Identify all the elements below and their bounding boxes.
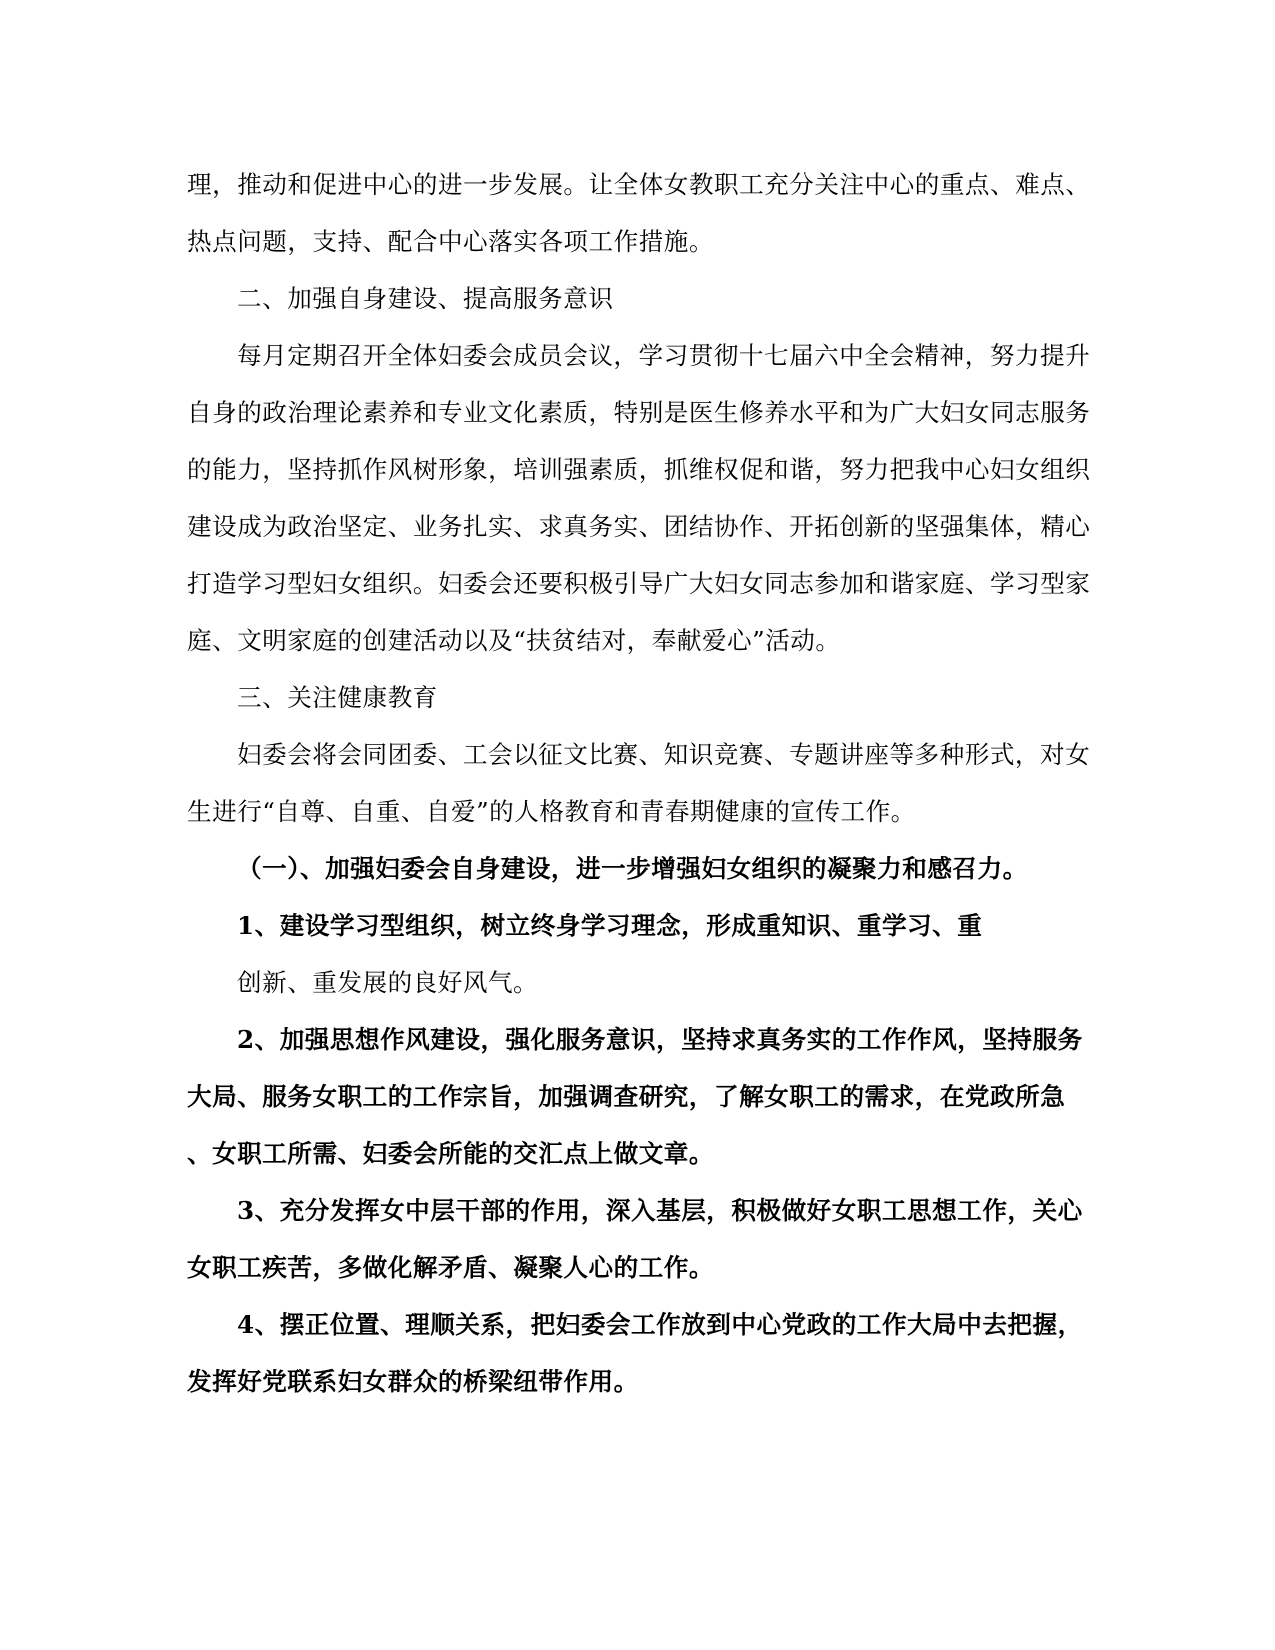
paragraph-line: 理，推动和促进中心的进一步发展。让全体女教职工充分关注中心的重点、难点、 <box>187 170 1091 199</box>
paragraph-line: 热点问题，支持、配合中心落实各项工作措施。 <box>187 227 714 256</box>
list-item-continuation: 女职工疾苦，多做化解矛盾、凝聚人心的工作。 <box>187 1253 714 1282</box>
paragraph-line: 打造学习型妇女组织。妇委会还要积极引导广大妇女同志参加和谐家庭、学习型家 <box>187 569 1091 598</box>
paragraph-line: 每月定期召开全体妇委会成员会议，学习贯彻十七届六中全会精神，努力提升 <box>237 341 1091 370</box>
list-item-continuation: 发挥好党联系妇女群众的桥梁纽带作用。 <box>187 1367 639 1396</box>
paragraph-line: 生进行“自尊、自重、自爱”的人格教育和青春期健康的宣传工作。 <box>187 797 916 826</box>
list-item: 3、充分发挥女中层干部的作用，深入基层，积极做好女职工思想工作，关心 <box>237 1196 1083 1225</box>
section-heading: 三、关注健康教育 <box>237 683 438 712</box>
list-item-continuation: 创新、重发展的良好风气。 <box>237 968 539 997</box>
paragraph-line: 妇委会将会同团委、工会以征文比赛、知识竞赛、专题讲座等多种形式，对女 <box>237 740 1091 769</box>
subsection-heading: （一）、加强妇委会自身建设，进一步增强妇女组织的凝聚力和感召力。 <box>237 854 1028 883</box>
list-item: 2、加强思想作风建设，强化服务意识，坚持求真务实的工作作风，坚持服务 <box>237 1025 1083 1054</box>
list-item: 4、摆正位置、理顺关系，把妇委会工作放到中心党政的工作大局中去把握， <box>237 1310 1083 1339</box>
paragraph-line: 自身的政治理论素养和专业文化素质，特别是医生修养水平和为广大妇女同志服务 <box>187 398 1091 427</box>
section-heading: 二、加强自身建设、提高服务意识 <box>237 284 614 313</box>
paragraph-line: 庭、文明家庭的创建活动以及“扶贫结对，奉献爱心”活动。 <box>187 626 841 655</box>
list-item-continuation: 、女职工所需、妇委会所能的交汇点上做文章。 <box>187 1139 714 1168</box>
list-item: 1、建设学习型组织，树立终身学习理念，形成重知识、重学习、重 <box>237 911 983 940</box>
list-item-continuation: 大局、服务女职工的工作宗旨，加强调查研究，了解女职工的需求，在党政所急 <box>187 1082 1066 1111</box>
paragraph-line: 建设成为政治坚定、业务扎实、求真务实、团结协作、开拓创新的坚强集体，精心 <box>187 512 1091 541</box>
paragraph-line: 的能力，坚持抓作风树形象，培训强素质，抓维权促和谐，努力把我中心妇女组织 <box>187 455 1091 484</box>
